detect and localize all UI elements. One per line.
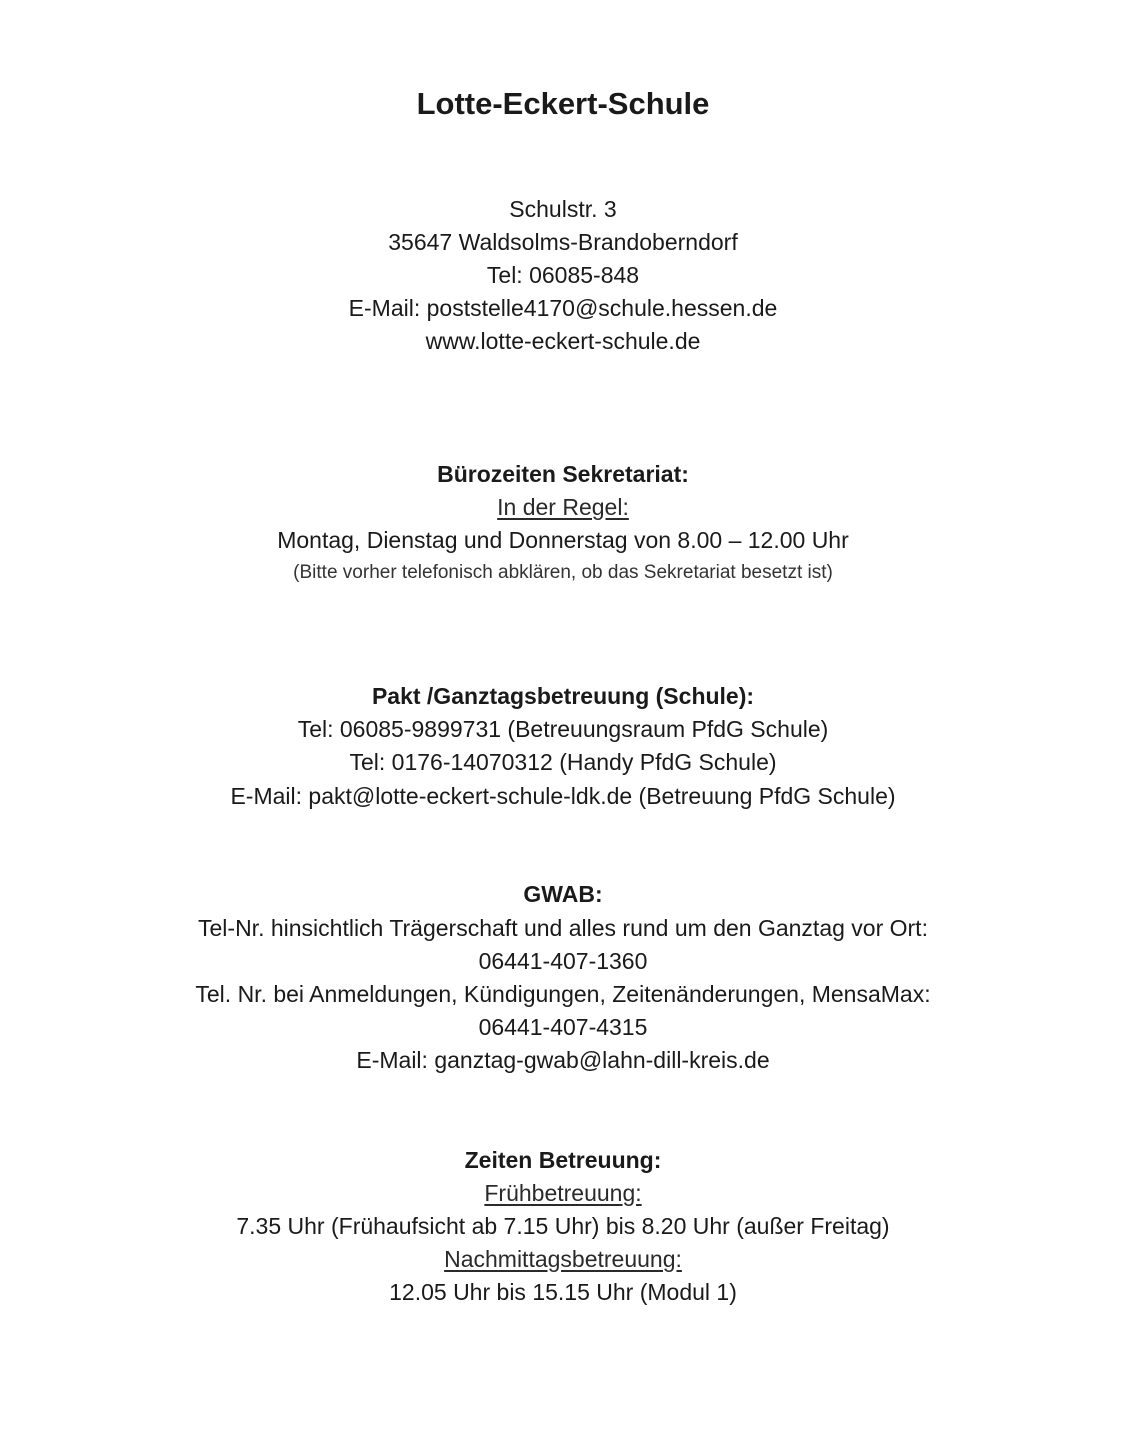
pakt-heading: Pakt /Ganztagsbetreuung (Schule): (371, 683, 755, 709)
gwab-number-1: 06441-407-1360 (478, 948, 648, 974)
gwab-line-2: Tel. Nr. bei Anmeldungen, Kündigungen, Zeitenänderungen, MensaMax: (195, 981, 931, 1007)
address-phone: Tel: 06085-848 (486, 262, 640, 288)
early-care-times: 7.35 Uhr (Frühaufsicht ab 7.15 Uhr) bis 8.20 Uhr (außer Freitag) (236, 1213, 890, 1239)
pakt-phone-room: Tel: 06085-9899731 (Betreuungsraum PfdG Schule) (297, 716, 829, 742)
afternoon-care-label: Nachmittagsbetreuung: (444, 1246, 682, 1272)
pakt-phone-mobile: Tel: 0176-14070312 (Handy PfdG Schule) (349, 749, 777, 775)
office-hours-heading: Bürozeiten Sekretariat: (437, 461, 689, 487)
page-title: Lotte-Eckert-Schule (416, 86, 710, 121)
afternoon-care-times: 12.05 Uhr bis 15.15 Uhr (Modul 1) (389, 1279, 737, 1305)
office-hours-times: Montag, Dienstag und Donnerstag von 8.00 – 12.00 Uhr (277, 527, 849, 553)
gwab-line-1: Tel-Nr. hinsichtlich Trägerschaft und alles rund um den Ganztag vor Ort: (198, 915, 928, 941)
pakt-email: E-Mail: pakt@lotte-eckert-schule-ldk.de (Betreuung PfdG Schule) (230, 783, 896, 809)
gwab-number-2: 06441-407-4315 (478, 1014, 648, 1040)
address-city: 35647 Waldsolms-Brandoberndorf (388, 229, 738, 255)
address-email: E-Mail: poststelle4170@schule.hessen.de (348, 295, 778, 321)
address-website: www.lotte-eckert-schule.de (425, 328, 701, 354)
office-hours-subheading: In der Regel: (497, 494, 629, 520)
early-care-label: Frühbetreuung: (484, 1180, 642, 1206)
gwab-email: E-Mail: ganztag-gwab@lahn-dill-kreis.de (356, 1047, 770, 1073)
care-times-heading: Zeiten Betreuung: (464, 1147, 662, 1173)
gwab-heading: GWAB: (523, 881, 603, 907)
address-street: Schulstr. 3 (509, 196, 617, 222)
office-hours-note: (Bitte vorher telefonisch abklären, ob das Sekretariat besetzt ist) (293, 562, 833, 583)
